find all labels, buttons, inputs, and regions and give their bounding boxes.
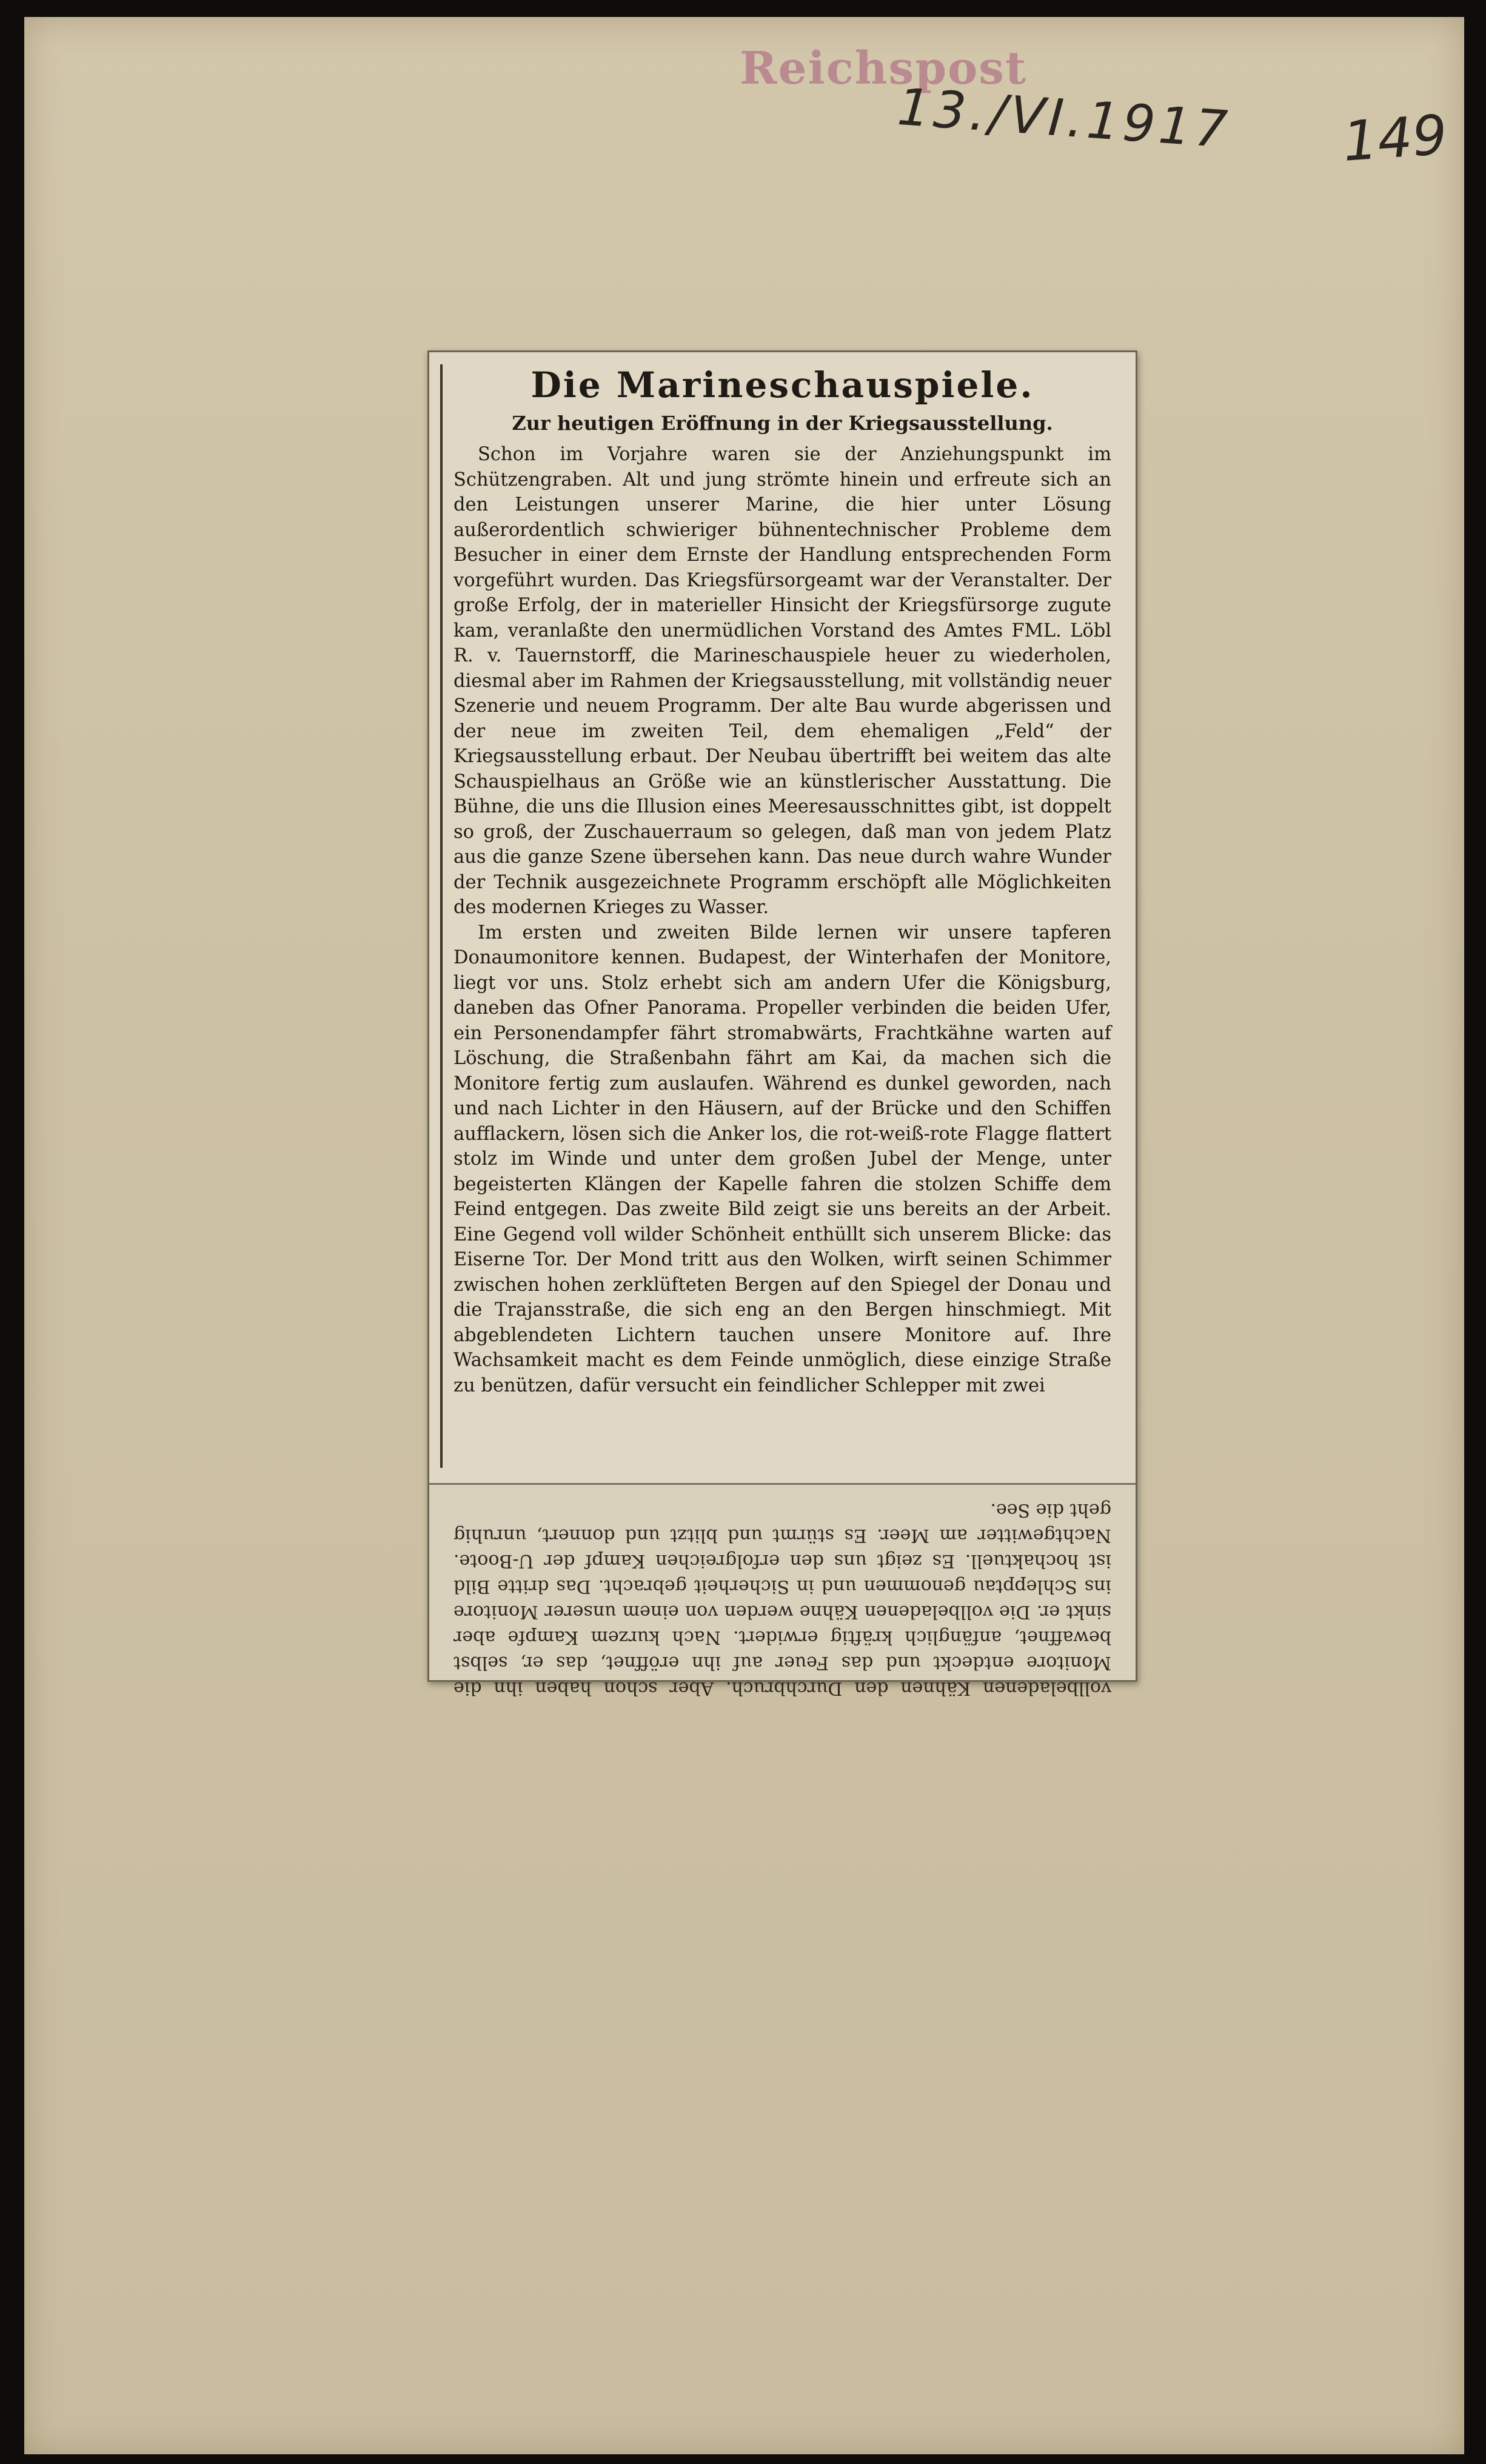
handwritten-date: 13./VI.1917 (895, 76, 1233, 160)
upside-down-continuation (429, 1483, 1136, 1699)
page-number: 149 (1340, 103, 1450, 174)
newspaper-stamp: Reichspost (740, 42, 1028, 95)
column-rule (440, 364, 443, 1468)
article-paragraph-2: Im ersten und zweiten Bilde lernen wir unsere tapferen Donaumonitore kennen. Budapest, der Winterhafen der Monitore, liegt vor uns. Stolz erhebt sich am andern Ufer die Königsburg, daneben das Ofner Panorama. Propeller verbinden die beiden Ufer, ein Personendampfer fährt stromabwärts, Frachtkähne warten auf Löschung, die Straßenbahn fährt am Kai, da machen sich die Monitore fertig zum auslaufen. Während es dunkel geworden, nach und nach Lichter in den Häusern, auf der Brücke und den Schiffen aufflackern, lösen sich die Anker los, die rot-weiß-rote Flagge flattert stolz im Winde und unter dem großen Jubel der Menge, unter begeisterten Klängen der Kapelle fahren die stolzen Schiffe dem Feind entgegen. Das zweite Bild zeigt sie uns bereits an der Arbeit. Eine Gegend voll wilder Schönheit enthüllt sich unserem Blicke: das Eiserne Tor. Der Mond tritt aus den Wolken, wirft seinen Schimmer zwischen hohen zerklüfteten Bergen auf den Spiegel der Donau und die Trajansstraße, die sich eng an den Bergen hinschmiegt. Mit abgeblendeten Lichtern tauchen unsere Monitore auf. Ihre Wachsamkeit macht es dem Feinde unmöglich, diese einzige Straße zu benützen, dafür versucht ein feindlicher Schlepper mit zwei (453, 922, 1111, 1396)
newspaper-clipping (427, 350, 1137, 1699)
article-headline: Die Marineschauspiele. (530, 364, 1034, 406)
continuation-text: vollbeladenen Kähnen den Durchbruch. Aber schon haben ihn die Monitore entdeckt und das Feuer auf ihn eröffnet, das er, selbst bewaffnet, anfänglich kräftig erwidert. Nach kurzem Kampfe aber sinkt er. Die vollbeladenen Kähne werden von einem unserer Monitore ins Schlepptau genommen und in Sicherheit gebracht. Das dritte Bild ist hochaktuell. Es zeigt uns den erfolgreichen Kampf der U-Boote. Nachtgewitter am Meer. Es stürmt und blitzt und donnert, unruhig geht die See. (453, 1499, 1111, 1699)
article-paragraph-1: Schon im Vorjahre waren sie der Anziehungspunkt im Schützengraben. Alt und jung strömte hinein und erfreute sich an den Leistungen unserer Marine, die hier unter Lösung außerordentlich schwieriger bühnentechnischer Probleme dem Besucher in einer dem Ernste der Handlung entsprechenden Form vorgeführt wurden. Das Kriegsfürsorgeamt war der Veranstalter. Der große Erfolg, der in materieller Hinsicht der Kriegsfürsorge zugute kam, veranlaßte den unermüdlichen Vorstand des Amtes FML. Löbl R. v. Tauernstorff, die Marineschauspiele heuer zu wiederholen, diesmal aber im Rahmen der Kriegsausstellung, mit vollständig neuer Szenerie und neuem Programm. Der alte Bau wurde abgerissen und der neue im zweiten Teil, dem ehemaligen „Feld“ der Kriegsausstellung erbaut. Der Neubau übertrifft bei weitem das alte Schauspielhaus an Größe wie an künstlerischer Ausstattung. Die Bühne, die uns die Illusion eines Meeresausschnittes gibt, ist doppelt so groß, der Zuschauerraum so gelegen, daß man von jedem Platz aus die ganze Szene übersehen kann. Das neue durch wahre Wunder der Technik ausgezeichnete Programm erschöpft alle Möglichkeiten des modernen Krieges zu Wasser. (453, 444, 1112, 918)
article-column (453, 364, 1111, 1398)
article-subheadline: Zur heutigen Eröffnung in der Kriegsausstellung. (512, 412, 1053, 435)
